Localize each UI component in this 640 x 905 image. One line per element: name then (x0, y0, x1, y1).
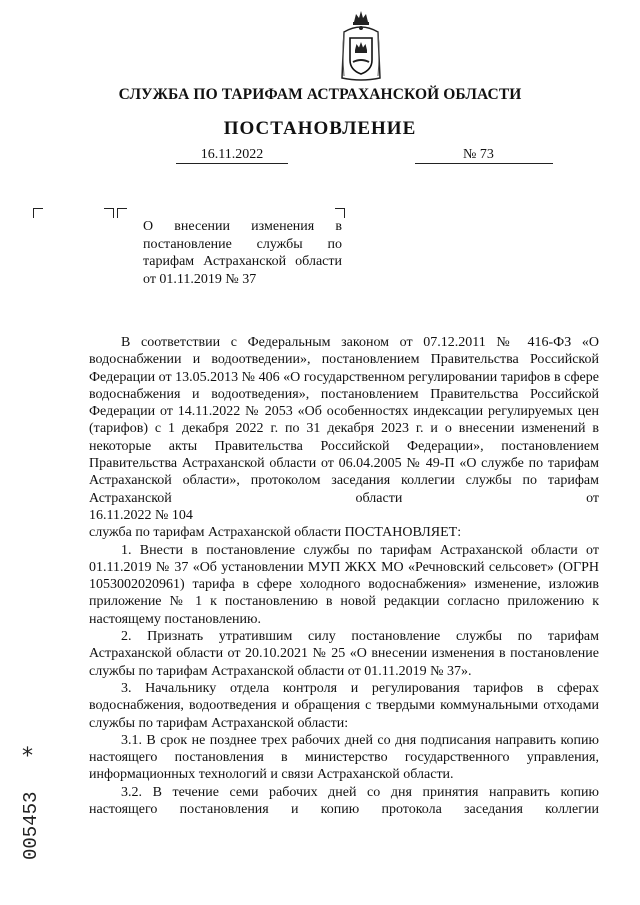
corner-mark-top-left (33, 208, 43, 218)
document-subject: О внесении изменения в постановление службы по тарифам Астраханской области от 01.11.2019 № 37 (143, 219, 342, 287)
item-3-1: 3.1. В срок не позднее трех рабочих дней со дня подписания направить копию настоящего постановления в министерство государственного управления, информационных технологий и связи Астраханской области. (89, 732, 599, 783)
organization-name: СЛУЖБА ПО ТАРИФАМ АСТРАХАНСКОЙ ОБЛАСТИ (118, 86, 522, 103)
number-value: 73 (479, 147, 494, 162)
item-3: 3. Начальнику отдела контроля и регулирования тарифов в сферах водоснабжения, водоотведения и обращения с твердыми коммунальными отходами службы по тарифам Астраханской области: (89, 680, 599, 731)
number-prefix: № (463, 147, 477, 162)
document-body (89, 334, 599, 818)
corner-mark-top-left-b (117, 208, 127, 218)
stamp-asterisk: * (22, 744, 33, 769)
item-2: 2. Признать утратившим силу постановление службы по тарифам Астраханской области от 20.10.2021 № 25 «О внесении изменения в постановление службы по тарифам Астраханской области от 01.11.2019 № 37». (89, 629, 599, 679)
document-date (176, 147, 288, 164)
corner-mark-top-right-a (104, 208, 114, 218)
coat-of-arms-emblem (338, 8, 384, 82)
preamble-paragraph: В соответствии с Федеральным законом от 07.12.2011 № 416-ФЗ «О водоснабжении и водоотведении», постановлением Правительства Российской Федерации от 13.05.2013 № 406 «О государственном регулировании тарифов в сфере водоснабжения и водоотведения», постановлением Правительства Российской Федерации от 14.11.2022 № 2053 «Об особенностях индексации регулируемых цен (тарифов) с 1 декабря 2022 г. по 31 декабря 2023 г. и о внесении изменений в некоторые акты Правительства Российской Федерации», постановлением Правительства Астраханской области от 06.04.2005 № 49-П «О службе по тарифам Астраханской области», протоколом заседания коллегии службы по тарифам Астраханской области от (89, 335, 599, 506)
document-type-title: ПОСТАНОВЛЕНИЕ (223, 118, 417, 139)
registration-stamp (20, 768, 42, 860)
resolves-line: служба по тарифам Астраханской области ПОСТАНОВЛЯЕТ: (89, 525, 462, 541)
item-1: 1. Внести в постановление службы по тарифам Астраханской области от 01.11.2019 № 37 «Об установлении МУП ЖКХ МО «Речновский сельсовет» (ОГРН 1053002020961) тарифа в сфере холодного водоснабжения» изменение, изложив приложение № 1 к постановлению в новой редакции согласно приложению к настоящему постановлению. (89, 542, 599, 627)
corner-mark-top-right (335, 208, 345, 218)
document-number (415, 147, 553, 164)
stamp-code: 005453 (20, 791, 42, 860)
item-3-2: 3.2. В течение семи рабочих дней со дня принятия направить копию настоящего постановления и копию протокола заседания коллегии (89, 784, 599, 818)
preamble-tail: 16.11.2022 № 104 (89, 507, 193, 523)
date-value: 16.11.2022 (200, 147, 264, 162)
